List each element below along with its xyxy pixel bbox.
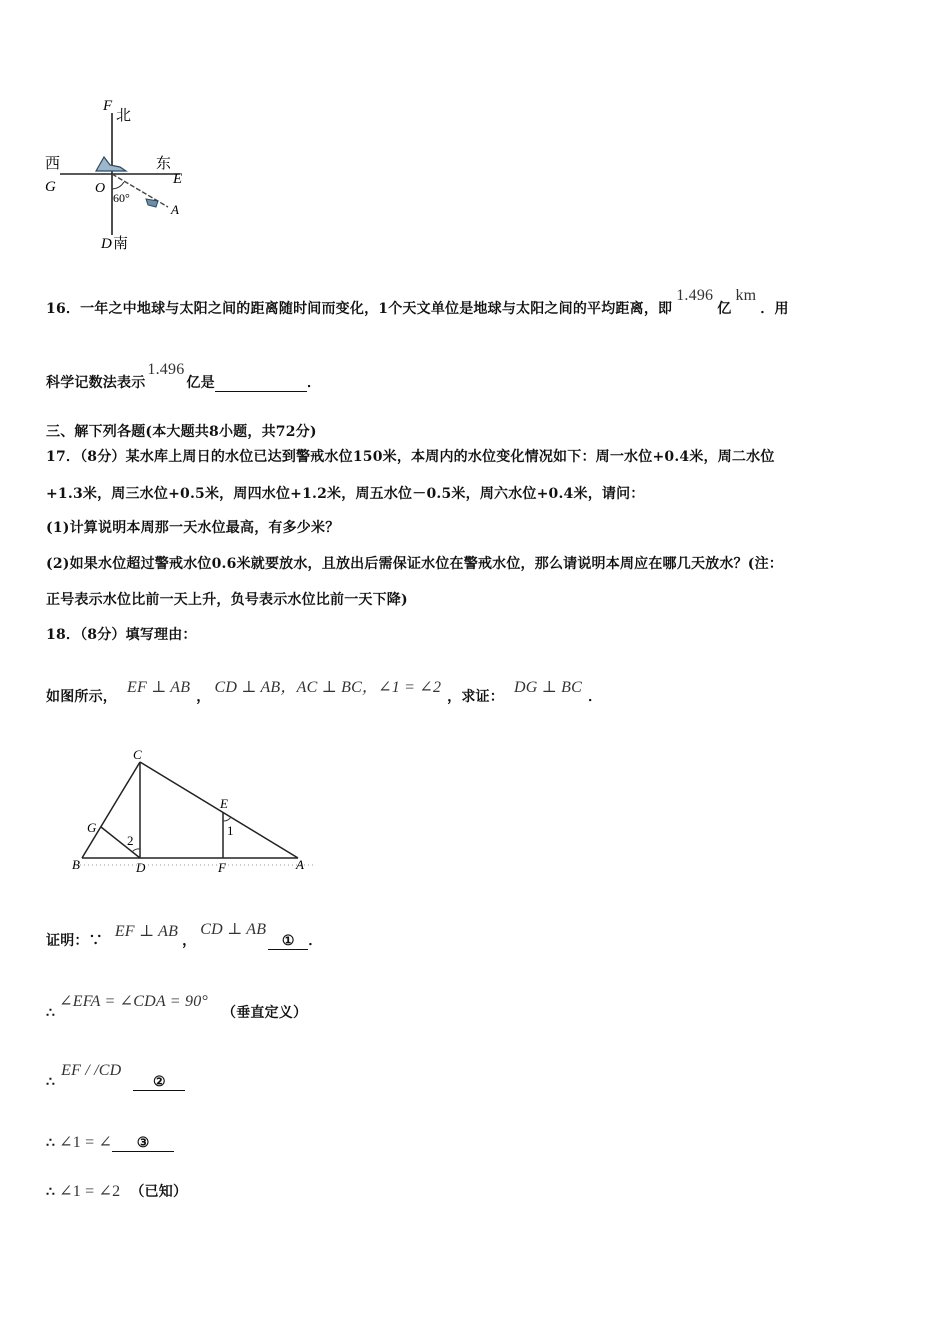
proof-m2: CD ⊥ AB (200, 921, 267, 938)
q18-given-prefix: 如图所示， (46, 689, 117, 705)
proof-blank-3[interactable]: ③ (112, 1135, 174, 1152)
angle-2-arc (132, 849, 140, 852)
segment-DG (101, 827, 140, 858)
label-F: F (218, 860, 226, 875)
q16-text-d: 亿是 (186, 375, 215, 391)
therefore-2: ∴ (46, 1074, 56, 1090)
label-A: A (171, 202, 179, 217)
q17-part2-line1: (2)如果水位超过警戒水位0.6米就要放水，且放出后需保证水位在警戒水位，那么请说明本周应在哪几天放水？(注： (46, 556, 783, 572)
triangle-figure (66, 745, 326, 880)
proof-label: 证明：∵ (46, 933, 103, 949)
bird-sketch (96, 157, 126, 171)
compass-figure (40, 95, 200, 255)
q18-cond1: EF ⊥ AB (127, 679, 191, 696)
label-east: 东 (156, 156, 172, 172)
q16-answer-blank[interactable] (215, 375, 307, 392)
proof-blank-1[interactable]: ① (268, 933, 308, 950)
q18-given (46, 679, 603, 706)
q18-goal-end: ． (587, 689, 603, 705)
q16-text-c: 科学记数法表示 (46, 375, 146, 391)
q17-part1: (1)计算说明本周那一天水位最高，有多少米？ (46, 520, 340, 536)
therefore-1: ∴ (46, 1005, 56, 1021)
q18-comma1: ， (196, 689, 211, 705)
q16-value: 1.496 (676, 287, 714, 304)
boat-sketch (146, 199, 158, 207)
proof-line4-math: ∠1 = ∠ (59, 1134, 113, 1151)
proof-line5 (46, 1181, 187, 1201)
q17-line2: +1.3米，周三水位+0.5米，周四水位+1.2米，周五水位－0.5米，周六水位+0.4米，请问： (46, 486, 645, 502)
q16-yi: 亿 (717, 301, 732, 317)
q17-line1: 17．（8分）某水库上周日的水位已达到警戒水位150米，本周内的水位变化情况如下：周一水位+0.4米，周二水位 (46, 449, 775, 465)
proof-line4 (46, 1132, 174, 1152)
label-1: 1 (227, 823, 234, 838)
section-3-title: 三、解下列各题(本大题共8小题，共72分) (46, 424, 317, 440)
angle-1-arc (223, 817, 231, 821)
proof-line1 (46, 921, 323, 950)
q18-cond2: CD ⊥ AB，AC ⊥ BC，∠1 = ∠2 (214, 679, 442, 696)
q16-end: ． (306, 375, 322, 391)
label-D: D (101, 236, 112, 252)
q18-title: 18．（8分）填写理由： (46, 627, 197, 643)
label-G: G (87, 820, 97, 835)
segment-CA (140, 762, 298, 858)
proof-blank-2[interactable]: ② (133, 1074, 185, 1091)
proof-line3-math: EF / /CD (61, 1062, 122, 1079)
q18-qiuzheng: ，求证： (447, 689, 504, 705)
q16-line1 (46, 287, 789, 318)
therefore-3: ∴ (46, 1135, 56, 1151)
proof-m1: EF ⊥ AB (114, 923, 179, 940)
therefore-4: ∴ (46, 1184, 56, 1200)
label-E: E (173, 171, 183, 187)
q18-goal: DG ⊥ BC (513, 679, 582, 696)
label-E: E (220, 796, 228, 811)
q16-line2 (46, 361, 322, 392)
label-2: 2 (127, 833, 134, 848)
label-A: A (296, 857, 304, 872)
label-south: 南 (113, 236, 129, 252)
label-north: 北 (116, 108, 132, 124)
label-60: 60° (113, 191, 130, 205)
label-O: O (95, 181, 106, 196)
label-G: G (45, 179, 56, 195)
proof-line5-math: ∠1 = ∠2 (59, 1183, 121, 1200)
q16-text-a: 16．一年之中地球与太阳之间的距离随时间而变化，1个天文单位是地球与太阳之间的平均距离，即 (46, 301, 673, 317)
label-B: B (72, 857, 80, 872)
label-F: F (103, 98, 113, 114)
q16-unit: km (735, 287, 757, 304)
label-D: D (136, 860, 146, 875)
proof-line1-end: ． (308, 933, 323, 949)
proof-line2 (46, 993, 308, 1022)
q16-value2: 1.496 (147, 361, 185, 378)
proof-line2-reason: （垂直定义） (222, 1005, 308, 1021)
proof-line5-reason: （已知） (130, 1184, 188, 1200)
proof-line3 (46, 1062, 185, 1091)
proof-comma: ， (182, 933, 197, 949)
q16-text-b: ．用 (760, 301, 789, 317)
label-C: C (133, 747, 142, 762)
proof-line2-math: ∠EFA = ∠CDA = 90° (59, 993, 208, 1010)
q17-part2-line2: 正号表示水位比前一天上升，负号表示水位比前一天下降) (46, 592, 408, 608)
label-west: 西 (45, 156, 61, 172)
angle-60-arc (112, 182, 124, 189)
